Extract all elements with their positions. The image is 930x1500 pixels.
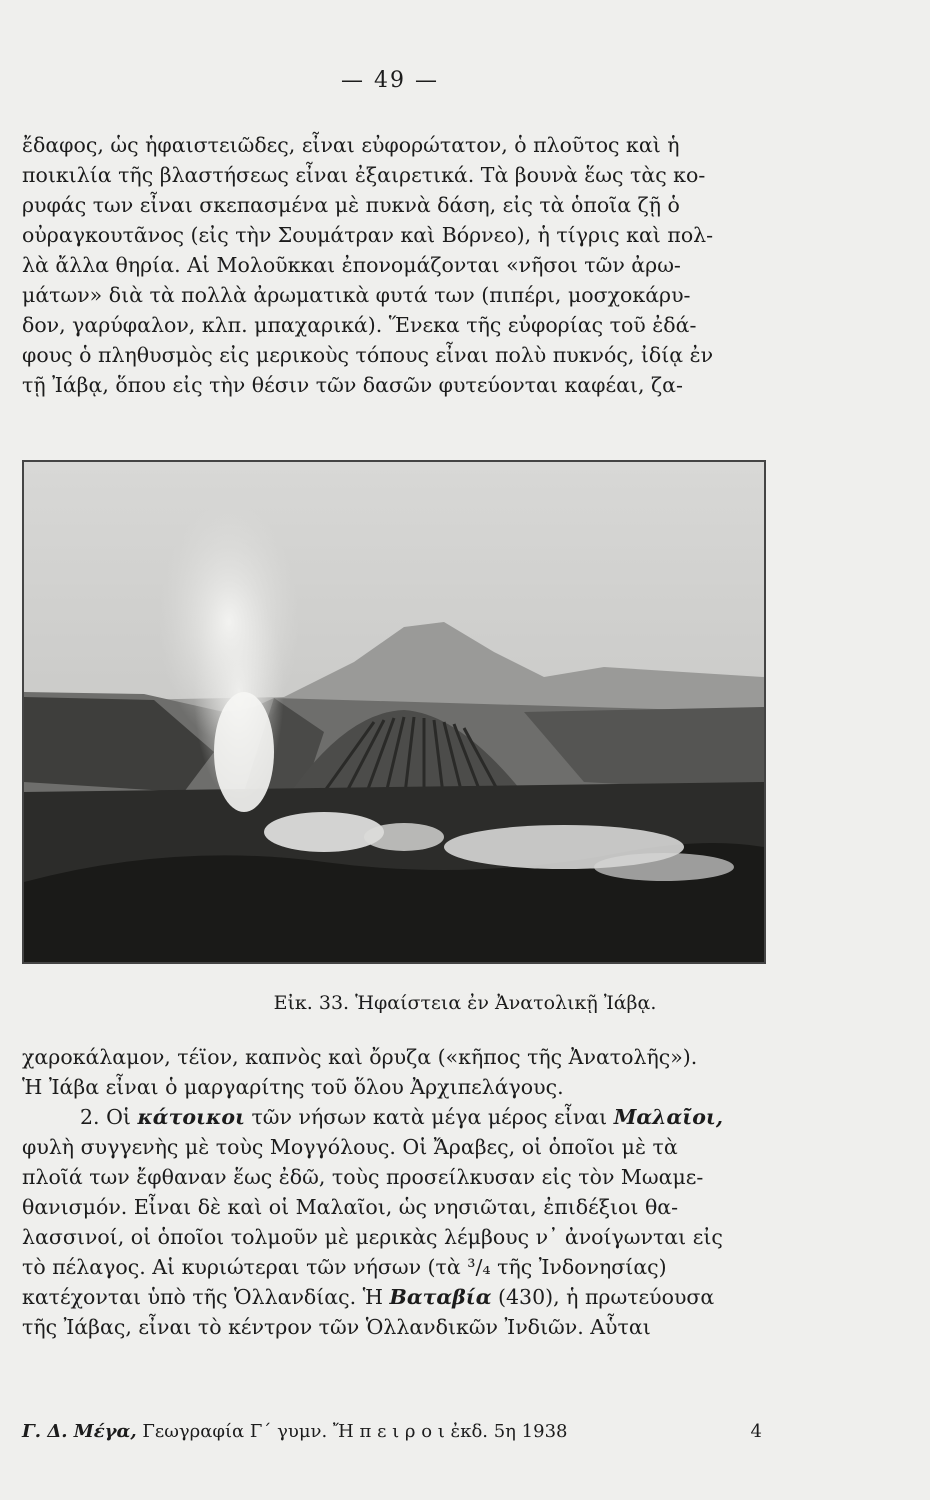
text-line: οὐραγκουτᾶνος (εἰς τὴν Σουμάτραν καὶ Βόρνεο), ἡ τίγρις καὶ πολ- xyxy=(22,223,714,247)
section-2-start xyxy=(22,1102,780,1132)
text-line: τὸ πέλαγος. Αἱ κυριώτεραι τῶν νήσων (τὰ ³/₄ τῆς Ἰνδονησίας) xyxy=(22,1255,667,1279)
page-number: — 49 — xyxy=(341,68,439,93)
text-run: (430), ἡ πρωτεύουσα xyxy=(491,1285,715,1309)
emphasis-malays: Μαλαῖοι, xyxy=(613,1105,723,1129)
text-run: 2. Οἱ xyxy=(80,1105,138,1129)
text-line: Ἡ Ἰάβα εἶναι ὁ μαργαρίτης τοῦ ὅλου Ἀρχιπελάγους. xyxy=(22,1075,564,1099)
emphasis-inhabitants: κάτοικοι xyxy=(137,1105,245,1129)
text-run: τῶν νήσων κατὰ μέγα μέρος εἶναι xyxy=(244,1105,614,1129)
text-line: θανισμόν. Εἶναι δὲ καὶ οἱ Μαλαῖοι, ὡς νησιῶται, ἐπιδέξιοι θα- xyxy=(22,1195,679,1219)
text-run: κατέχονται ὑπὸ τῆς Ὁλλανδίας. Ἡ xyxy=(22,1285,390,1309)
text-line: ποικιλία τῆς βλαστήσεως εἶναι ἐξαιρετικά. Τὰ βουνὰ ἕως τὰς κο- xyxy=(22,163,706,187)
text-line: δον, γαρύφαλον, κλπ. μπαχαρικά). Ἕνεκα τῆς εὐφορίας τοῦ ἐδά- xyxy=(22,313,697,337)
text-line-batavia xyxy=(22,1282,780,1312)
text-line: λὰ ἄλλα θηρία. Αἱ Μολοῦκκαι ἐπονομάζονται «νῆσοι τῶν ἀρω- xyxy=(22,253,681,277)
sheet-number: 4 xyxy=(750,1421,762,1442)
text-line: πλοῖά των ἔφθαναν ἕως ἐδῶ, τοὺς προσείλκυσαν εἰς τὸν Μωαμε- xyxy=(22,1165,704,1189)
figure-caption: Εἰκ. 33. Ἡφαίστεια ἐν Ἀνατολικῇ Ἰάβᾳ. xyxy=(273,992,657,1014)
volcano-photograph xyxy=(22,460,766,964)
text-line: φους ὁ πληθυσμὸς εἰς μερικοὺς τόπους εἶναι πολὺ πυκνός, ἰδίᾳ ἐν xyxy=(22,343,714,367)
footer-author: Γ. Δ. Μέγα, xyxy=(22,1421,137,1442)
top-paragraph xyxy=(22,130,780,400)
emphasis-batavia: Βαταβία xyxy=(389,1285,492,1309)
text-line: τῆς Ἰάβας, εἶναι τὸ κέντρον τῶν Ὁλλανδικῶν Ἰνδιῶν. Αὗται xyxy=(22,1315,651,1339)
page-footer xyxy=(22,1421,762,1442)
text-line: φυλὴ συγγενὴς μὲ τοὺς Μογγόλους. Οἱ Ἄραβες, οἱ ὁποῖοι μὲ τὰ xyxy=(22,1135,678,1159)
text-line: τῇ Ἰάβᾳ, ὅπου εἰς τὴν θέσιν τῶν δασῶν φυτεύονται καφέαι, ζα- xyxy=(22,373,683,397)
text-line: ἔδαφος, ὡς ἡφαιστειῶδες, εἶναι εὐφορώτατον, ὁ πλοῦτος καὶ ἡ xyxy=(22,133,680,157)
bottom-paragraph xyxy=(22,1042,780,1342)
footer-title: Γεωγραφία Γ´ γυμν. Ἤ π ε ι ρ ο ι ἐκδ. 5η 1938 xyxy=(136,1421,568,1442)
text-line: λασσινοί, οἱ ὁποῖοι τολμοῦν μὲ μερικὰς λέμβους ν᾿ ἀνοίγωνται εἰς xyxy=(22,1225,723,1249)
text-line: ρυφάς των εἶναι σκεπασμένα μὲ πυκνὰ δάση, εἰς τὰ ὁποῖα ζῇ ὁ xyxy=(22,193,680,217)
text-line: χαροκάλαμον, τέϊον, καπνὸς καὶ ὄρυζα («κῆπος τῆς Ἀνατολῆς»). xyxy=(22,1045,698,1069)
text-line: μάτων» διὰ τὰ πολλὰ ἀρωματικὰ φυτά των (πιπέρι, μοσχοκάρυ- xyxy=(22,283,691,307)
